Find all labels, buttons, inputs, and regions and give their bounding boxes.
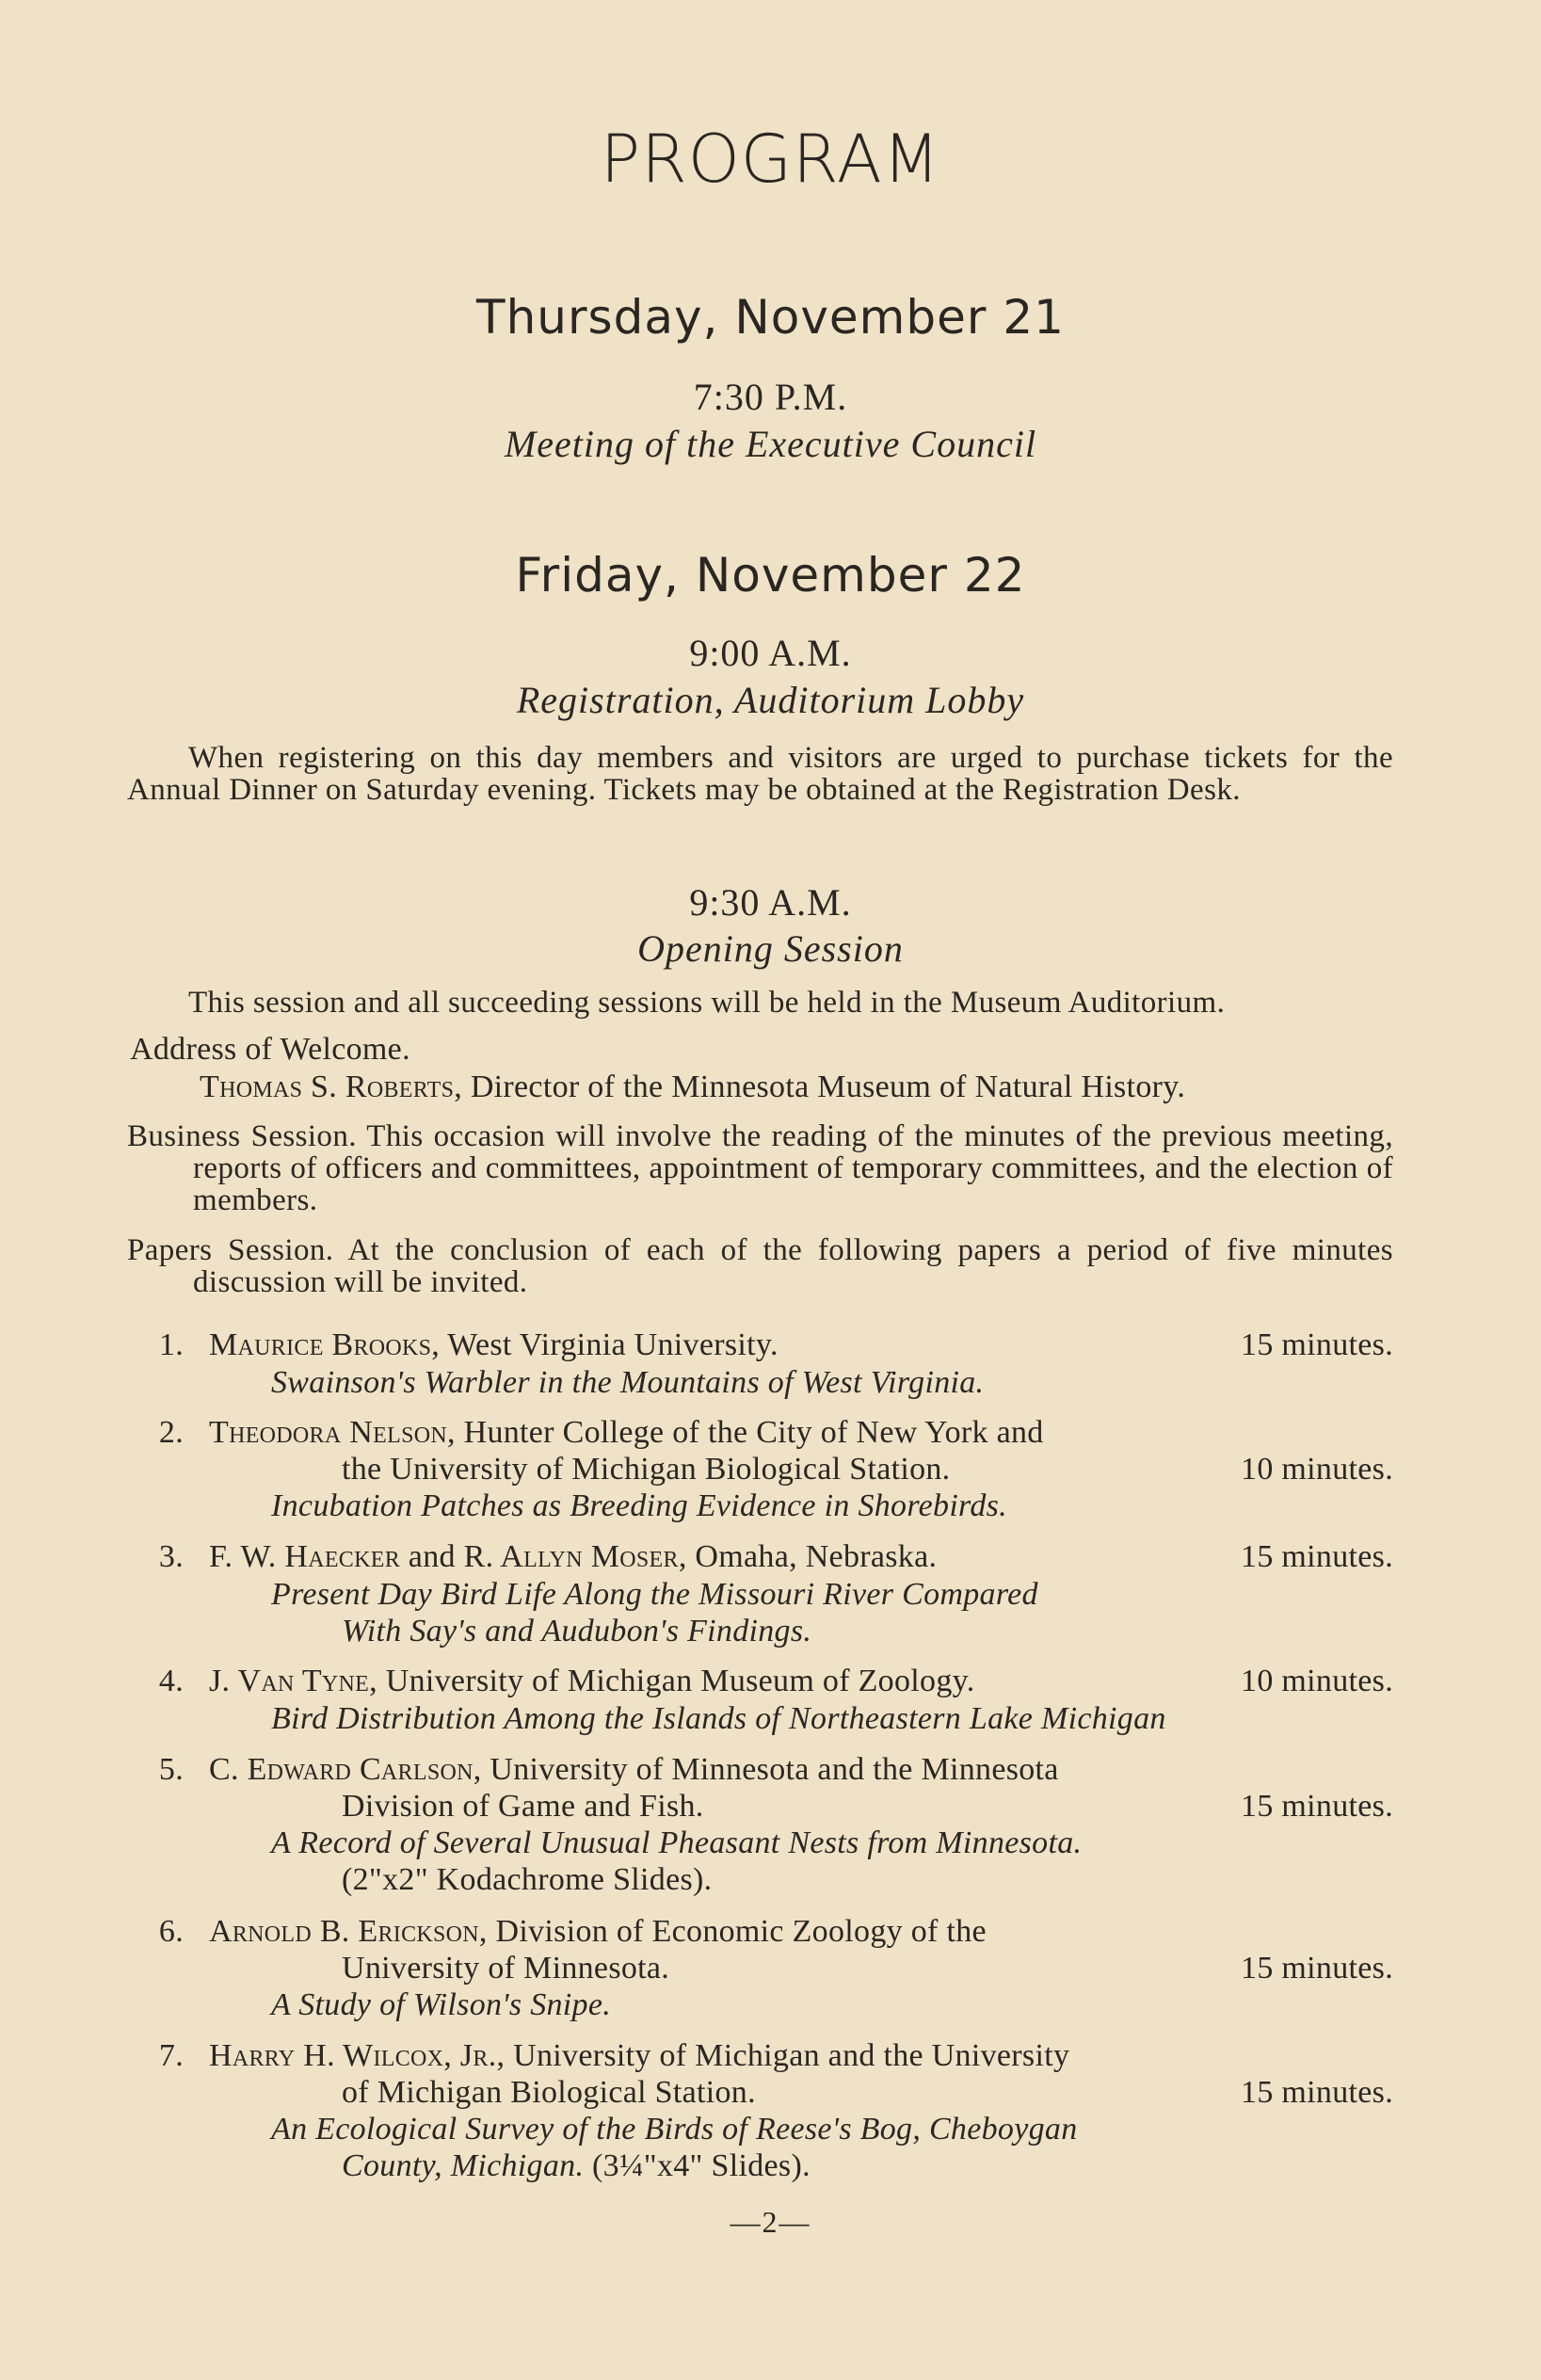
welcome-speaker-role: , Director of the Minnesota Museum of Natural History. — [454, 1069, 1186, 1104]
thursday-heading: Thursday, November 21 — [476, 290, 1065, 345]
paper-minutes: 15 minutes. — [1241, 1951, 1393, 1986]
author-affiliation-cont: of Michigan Biological Station. — [342, 2075, 756, 2110]
paper-note: (3¼"x4" Slides). — [584, 2148, 811, 2183]
author-affiliation-cont: Division of Game and Fish. — [342, 1789, 704, 1824]
paper-title: A Record of Several Unusual Pheasant Nests from Minnesota. — [271, 1825, 1083, 1860]
paper-number: 5. — [158, 1752, 184, 1787]
author-affiliation: , Omaha, Nebraska. — [678, 1539, 938, 1574]
author-affiliation-cont: University of Minnesota. — [342, 1951, 670, 1986]
author-name: Arnold B. Erickson — [209, 1914, 479, 1949]
paper-author — [209, 1327, 779, 1363]
author-affiliation: , Division of Economic Zoology of the — [478, 1914, 987, 1949]
registration-time: 9:00 A.M. — [689, 632, 852, 674]
papers-session: Papers Session. At the conclusion of each of the following papers a period of five minutes discussion will be invited. — [127, 1233, 1393, 1299]
paper-number: 2. — [158, 1415, 184, 1450]
author-affiliation: , University of Michigan and the University — [496, 2038, 1070, 2073]
author-name: Harry H. Wilcox, Jr. — [209, 2038, 497, 2073]
paper-author — [209, 1914, 987, 1950]
welcome-label: Address of Welcome. — [130, 1032, 410, 1067]
paper-minutes: 15 minutes. — [1241, 1327, 1393, 1362]
friday-heading: Friday, November 22 — [515, 548, 1026, 603]
welcome-speaker — [200, 1069, 1185, 1105]
paper-title-cont: With Say's and Audubon's Findings. — [342, 1614, 812, 1648]
thursday-time: 7:30 P.M. — [693, 376, 848, 418]
paper-title: An Ecological Survey of the Birds of Reese's Bog, Cheboygan — [271, 2112, 1078, 2147]
opening-time: 9:30 A.M. — [689, 881, 852, 924]
paper-minutes: 10 minutes. — [1241, 1664, 1393, 1698]
registration-event: Registration, Auditorium Lobby — [516, 679, 1025, 721]
author-name: R. Allyn Moser — [463, 1539, 679, 1574]
paper-note: (2"x2" Kodachrome Slides). — [342, 1862, 713, 1897]
paper-minutes: 15 minutes. — [1241, 1789, 1393, 1824]
author-name: J. Van Tyne — [209, 1664, 370, 1698]
author-affiliation: , University of Michigan Museum of Zoology. — [369, 1664, 975, 1698]
paper-title-end: County, Michigan. — [342, 2148, 585, 2183]
author-name: F. W. Haecker — [209, 1539, 400, 1574]
thursday-event: Meeting of the Executive Council — [504, 423, 1037, 465]
paper-author — [209, 1664, 975, 1699]
paper-number: 6. — [158, 1914, 184, 1949]
business-session: Business Session. This occasion will involve the reading of the minutes of the previous meeting, reports of officers and committees, appointment of temporary committees, and the election of members. — [127, 1119, 1393, 1217]
paper-title-cont — [342, 2148, 811, 2184]
paper-title: Incubation Patches as Breeding Evidence in Shorebirds. — [271, 1488, 1007, 1523]
paper-minutes: 15 minutes. — [1241, 2075, 1393, 2110]
paper-author — [209, 1539, 937, 1575]
page-number: —2— — [730, 2205, 811, 2239]
paper-minutes: 10 minutes. — [1241, 1452, 1393, 1487]
author-affiliation: , West Virginia University. — [431, 1327, 779, 1362]
author-affiliation: , University of Minnesota and the Minnesota — [473, 1752, 1059, 1787]
author-name: C. Edward Carlson — [209, 1752, 474, 1787]
paper-number: 1. — [158, 1327, 184, 1362]
page-title: PROGRAM — [600, 121, 941, 198]
author-affiliation: , Hunter College of the City of New York and — [446, 1415, 1044, 1450]
author-name: Maurice Brooks — [209, 1327, 432, 1362]
opening-event: Opening Session — [637, 927, 904, 970]
author-and: and — [400, 1539, 464, 1574]
paper-author — [209, 2038, 1069, 2074]
paper-number: 4. — [158, 1664, 184, 1698]
paper-author — [209, 1752, 1059, 1788]
paper-title: Swainson's Warbler in the Mountains of West Virginia. — [271, 1365, 985, 1400]
paper-number: 7. — [158, 2038, 184, 2073]
paper-title: Bird Distribution Among the Islands of Northeastern Lake Michigan — [271, 1701, 1166, 1736]
paper-title: A Study of Wilson's Snipe. — [271, 1987, 612, 2022]
welcome-speaker-name: Thomas S. Roberts — [200, 1069, 455, 1104]
author-affiliation-cont: the University of Michigan Biological Station. — [342, 1452, 951, 1487]
opening-note: This session and all succeeding sessions will be held in the Museum Auditorium. — [188, 986, 1226, 1020]
paper-title: Present Day Bird Life Along the Missouri River Compared — [271, 1577, 1038, 1612]
registration-note: When registering on this day members and visitors are urged to purchase tickets for the Annual Dinner on Saturday evening. Tickets may be obtained at the Registration Desk. — [127, 741, 1393, 807]
paper-author — [209, 1415, 1044, 1451]
author-name: Theodora Nelson — [209, 1415, 447, 1450]
paper-minutes: 15 minutes. — [1241, 1539, 1393, 1574]
paper-number: 3. — [158, 1539, 184, 1574]
